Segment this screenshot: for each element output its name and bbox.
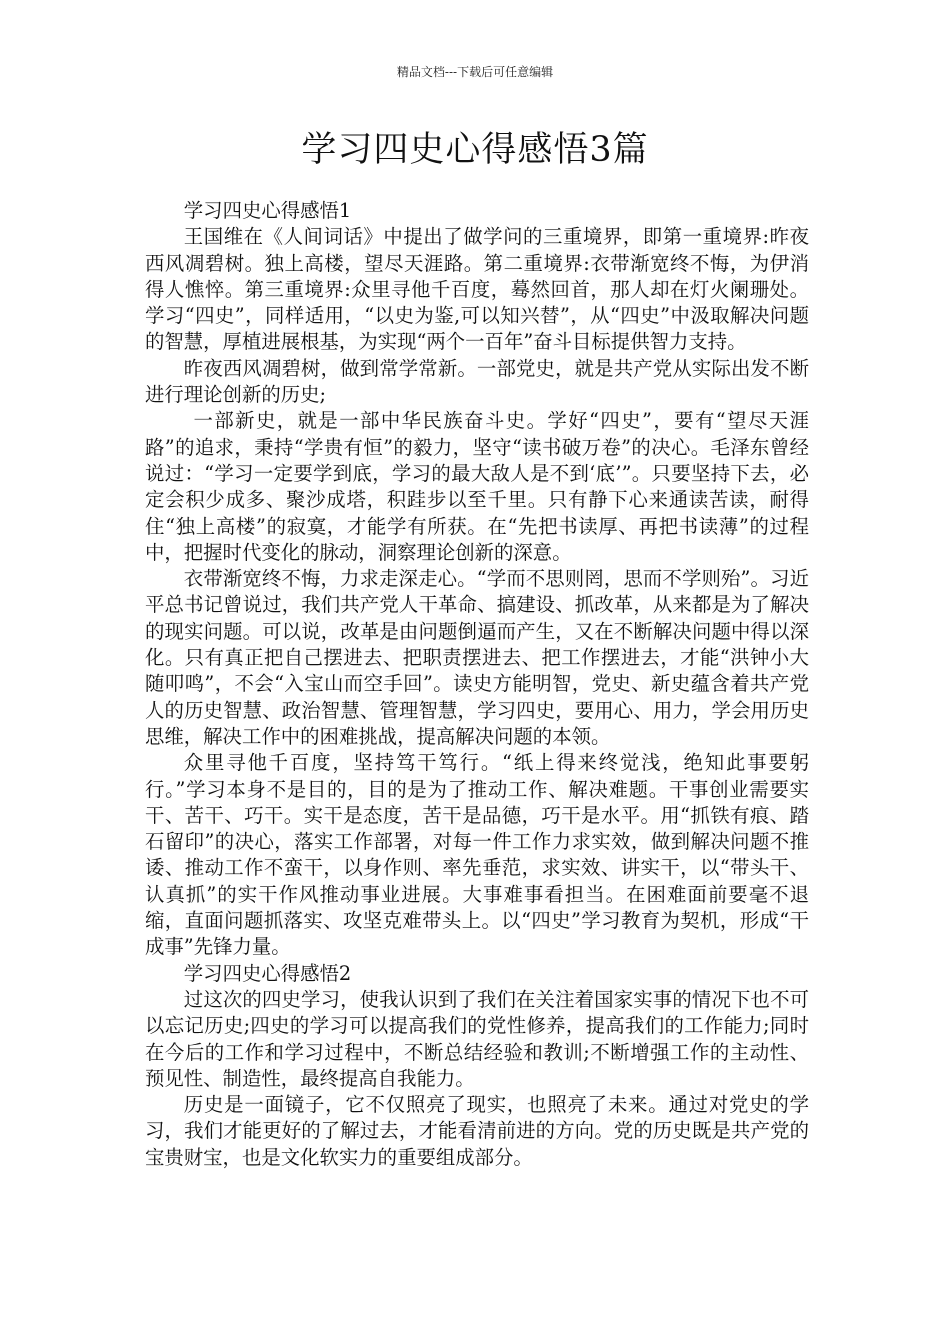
paragraph-first-realm: 昨夜西风凋碧树，做到常学常新。一部党史，就是共产党从实际出发不断进行理论创新的历史; bbox=[145, 356, 809, 407]
section-heading-1: 学习四史心得感悟1 bbox=[183, 199, 352, 222]
paragraph-third-realm: 众里寻他千百度，坚持笃干笃行。“纸上得来终觉浅，绝知此事要躬行。”学习本身不是目的，目的是为了推动工作、解决难题。干事创业需要实干、苦干、巧干。实干是态度，苦干是品德，巧干是水平。用“抓铁有痕、踏石留印”的决心，落实工作部署，对每一件工作力求实效，做到解决问题不推诿、推动工作不蛮干，以身作则、率先垂范，求实效、讲实干，以“带头干、认真抓”的实干作风推动事业进展。大事难事看担当。在困难面前要毫不退缩，直面问题抓落实、攻坚克难带头上。以“四史”学习教育为契机，形成“干成事”先锋力量。 bbox=[145, 751, 809, 959]
paragraph-study-reflection: 过这次的四史学习，使我认识到了我们在关注着国家实事的情况下也不可以忘记历史;四史的学习可以提高我们的党性修养，提高我们的工作能力;同时在今后的工作和学习过程中，不断总结经验和教训;不断增强工作的主动性、预见性、制造性，最终提高自我能力。 bbox=[145, 987, 809, 1090]
page-header: 精品文档---下载后可任意编辑 bbox=[396, 65, 554, 79]
paragraph-history-mirror: 历史是一面镜子，它不仅照亮了现实，也照亮了未来。通过对党史的学习，我们才能更好的了解过去，才能看清前进的方向。党的历史既是共产党的宝贵财宝，也是文化软实力的重要组成部分。 bbox=[145, 1093, 809, 1169]
paragraph-new-history: 一部新史，就是一部中华民族奋斗史。学好“四史”，要有“望尽天涯路”的追求，秉持“学贵有恒”的毅力，坚守“读书破万卷”的决心。毛泽东曾经说过：“学习一定要学到底，学习的最大敌人是不到‘底’”。只要坚持下去，必定会积少成多、聚沙成塔，积跬步以至千里。只有静下心来通读苦读，耐得住“独上高楼”的寂寞，才能学有所获。在“先把书读厚、再把书读薄”的过程中，把握时代变化的脉动，洞察理论创新的深意。 bbox=[145, 409, 809, 564]
paragraph-intro: 王国维在《人间词话》中提出了做学问的三重境界，即第一重境界:昨夜西风凋碧树。独上高楼，望尽天涯路。第二重境界:衣带渐宽终不悔，为伊消得人憔悴。第三重境界:众里寻他千百度，蓦然回首，那人却在灯火阑珊处。学习“四史”，同样适用，“以史为鉴,可以知兴替”，从“四史”中汲取解决问题的智慧，厚植进展根基，为实现“两个一百年”奋斗目标提供智力支持。 bbox=[145, 225, 809, 354]
document-body bbox=[145, 198, 809, 1171]
document-title: 学习四史心得感悟3篇 bbox=[301, 130, 649, 170]
paragraph-second-realm: 衣带渐宽终不悔，力求走深走心。“学而不思则罔，思而不学则殆”。习近平总书记曾说过，我们共产党人干革命、搞建设、抓改革，从来都是为了解决的现实问题。可以说，改革是由问题倒逼而产生，又在不断解决问题中得以深化。只有真正把自己摆进去、把职责摆进去、把工作摆进去，才能“洪钟小大随叩鸣”，不会“入宝山而空手回”。读史方能明智，党史、新史蕴含着共产党人的历史智慧、政治智慧、管理智慧，学习四史，要用心、用力，学会用历史思维，解决工作中的困难挑战，提高解决问题的本领。 bbox=[145, 567, 809, 748]
section-heading-2: 学习四史心得感悟2 bbox=[183, 961, 352, 985]
